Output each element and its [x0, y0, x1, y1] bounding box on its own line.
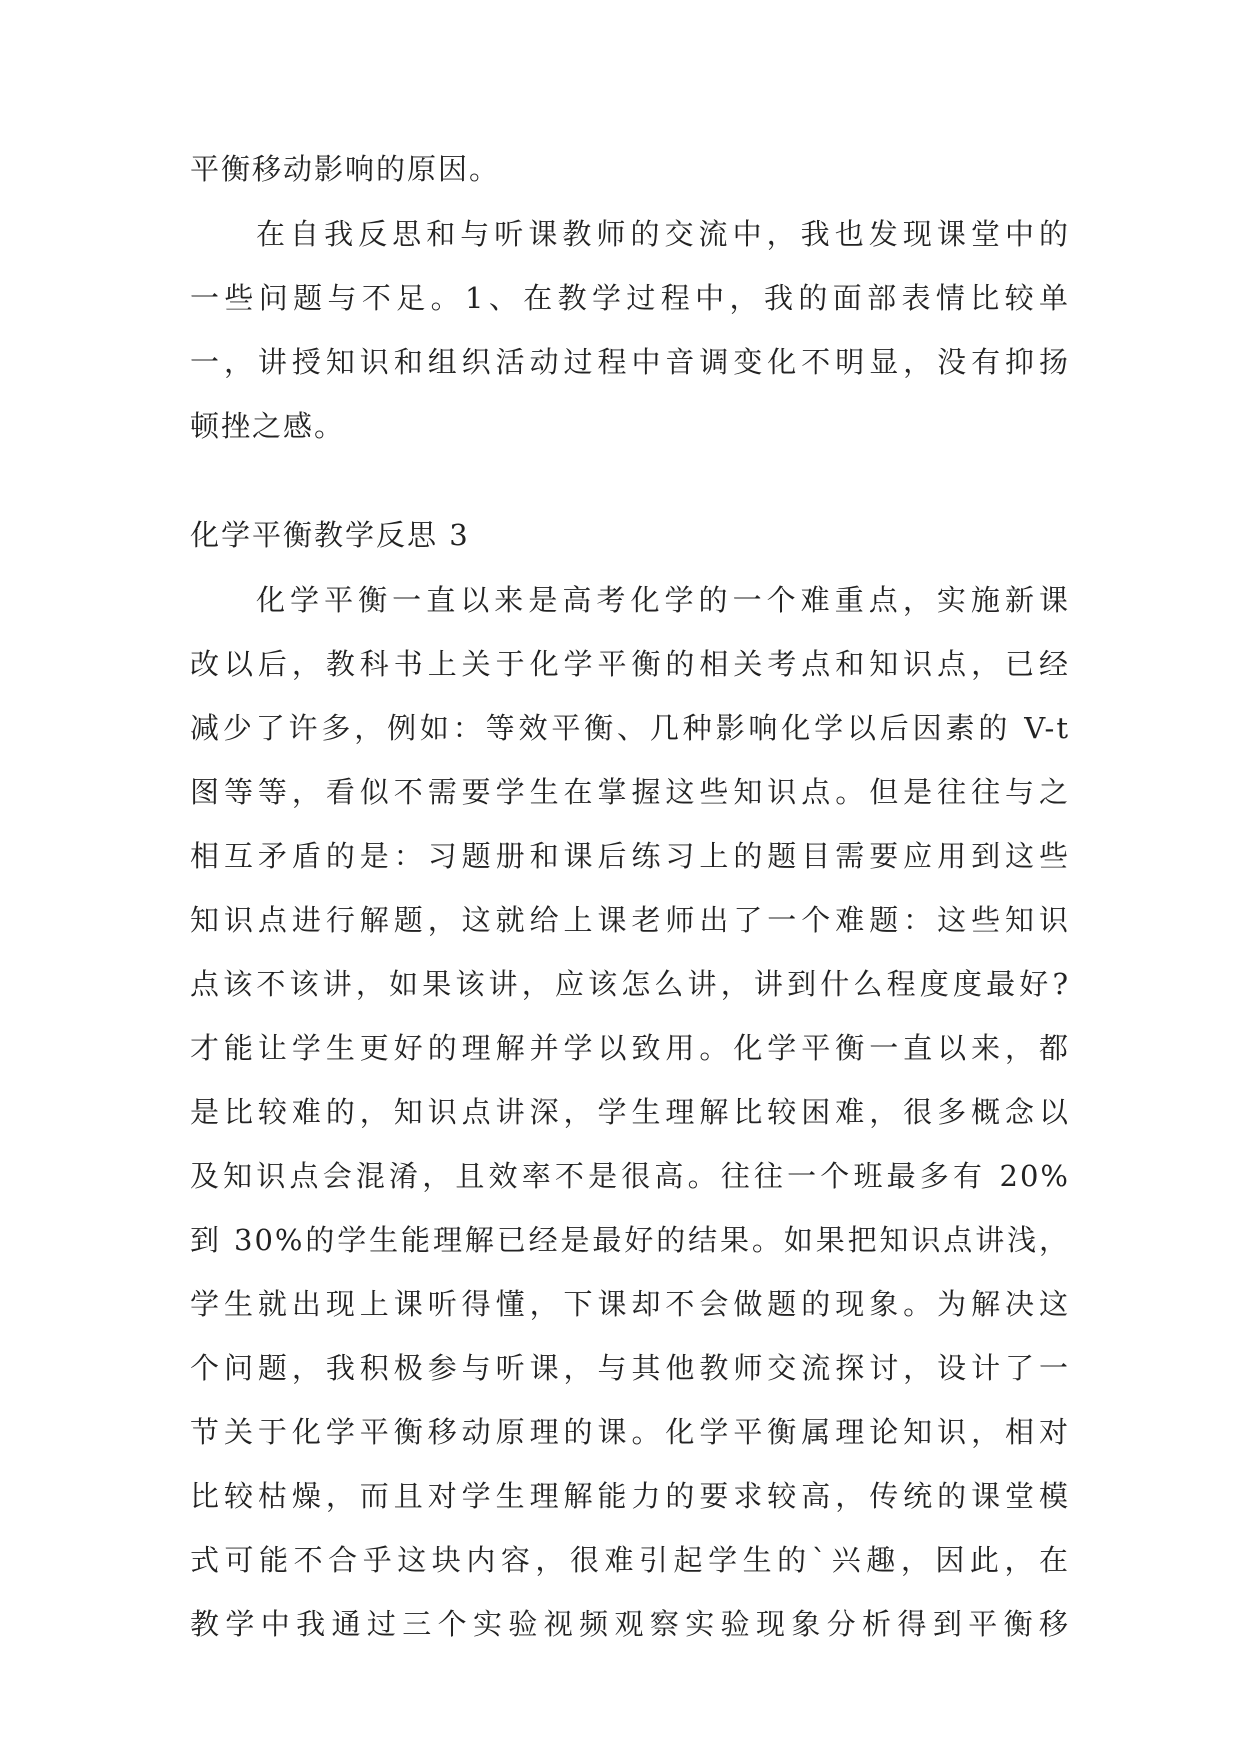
paragraph-line: 图等等，看似不需要学生在掌握这些知识点。但是往往与之	[190, 775, 1070, 809]
paragraph-line: 化学平衡一直以来是高考化学的一个难重点，实施新课	[256, 583, 1070, 617]
paragraph-line: 顿挫之感。	[190, 409, 346, 443]
paragraph-line: 及知识点会混淆，且效率不是很高。往往一个班最多有 20%	[190, 1159, 1070, 1193]
paragraph-line: 比较枯燥，而且对学生理解能力的要求较高，传统的课堂模	[190, 1479, 1070, 1513]
paragraph-line: 学生就出现上课听得懂，下课却不会做题的现象。为解决这	[190, 1287, 1070, 1321]
paragraph-line: 在自我反思和与听课教师的交流中，我也发现课堂中的	[256, 217, 1070, 251]
paragraph-line: 一，讲授知识和组织活动过程中音调变化不明显，没有抑扬	[190, 345, 1070, 379]
paragraph-line: 教学中我通过三个实验视频观察实验现象分析得到平衡移	[190, 1607, 1070, 1641]
paragraph-line: 知识点进行解题，这就给上课老师出了一个难题：这些知识	[190, 903, 1070, 937]
paragraph-line: 减少了许多，例如：等效平衡、几种影响化学以后因素的 V-t	[190, 711, 1070, 745]
paragraph-line: 点该不该讲，如果该讲，应该怎么讲，讲到什么程度度最好?	[190, 967, 1070, 1001]
paragraph-line: 是比较难的，知识点讲深，学生理解比较困难，很多概念以	[190, 1095, 1070, 1129]
paragraph-line: 才能让学生更好的理解并学以致用。化学平衡一直以来，都	[190, 1031, 1070, 1065]
paragraph-line: 平衡移动影响的原因。	[190, 152, 501, 186]
paragraph-line: 改以后，教科书上关于化学平衡的相关考点和知识点，已经	[190, 647, 1070, 681]
paragraph-line: 一些问题与不足。1、在教学过程中，我的面部表情比较单	[190, 281, 1070, 315]
paragraph-line: 到 30%的学生能理解已经是最好的结果。如果把知识点讲浅，	[190, 1223, 1070, 1257]
paragraph-line: 相互矛盾的是：习题册和课后练习上的题目需要应用到这些	[190, 839, 1070, 873]
section-heading: 化学平衡教学反思 3	[190, 518, 470, 552]
paragraph-line: 个问题，我积极参与听课，与其他教师交流探讨，设计了一	[190, 1351, 1070, 1385]
paragraph-line: 式可能不合乎这块内容，很难引起学生的`兴趣，因此，在	[190, 1543, 1070, 1577]
paragraph-line: 节关于化学平衡移动原理的课。化学平衡属理论知识，相对	[190, 1415, 1070, 1449]
